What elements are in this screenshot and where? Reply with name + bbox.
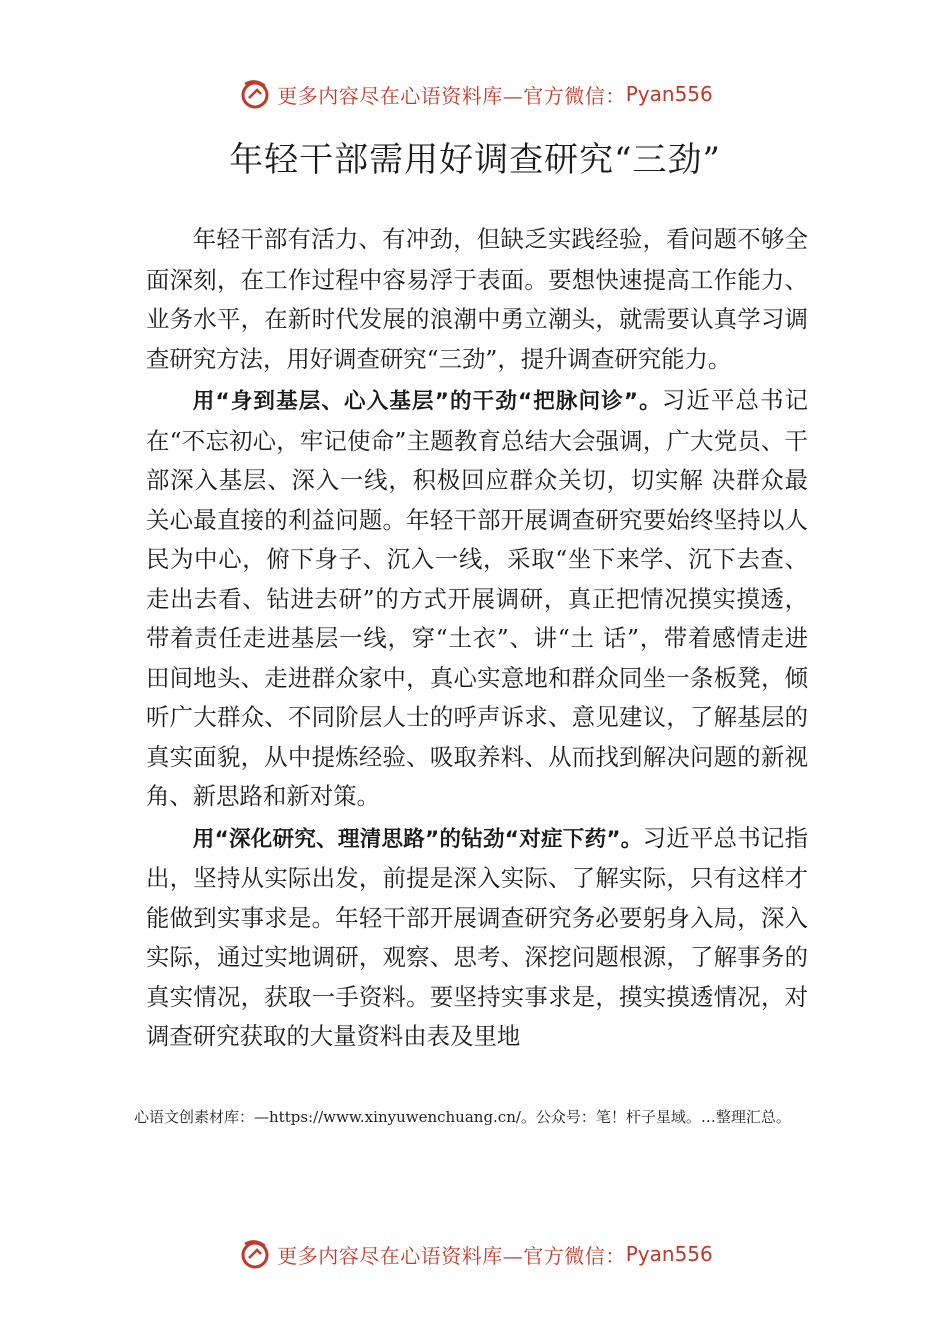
paragraph-text: 习近平总书记在“不忘初心，牢记使命”主题教育总结大会强调，广大党员、干部深入基层、深入一线，积极回应群众关切，切实解 决群众最关心最直接的利益问题。年轻干部开展调查研究要始终坚持以人民为中心，俯下身子、沉入一线，采取“坐下来学、沉下去查、走出去看、钻进去研”的方式开展调研，真正把情况摸实摸透，带着责任走进基层一线，穿“土衣”、讲“土 话”，带着感情走进田间地头、走进群众家中，真心实意地和群众同坐一条板凳，倾听广大群众、不同阶层人士的呼声诉求、意见建议，了解基层的真实面貌，从中提炼经验、吸取养料、从而找到解决问题的新视角、新思路和新对策。 [146, 386, 809, 810]
bottom-banner [0, 1232, 950, 1276]
banner-text: 更多内容尽在心语资料库—官方微信： [277, 1243, 626, 1268]
top-banner [0, 72, 950, 116]
paragraph-lead: 用“深化研究、理清思路”的钻劲“对症下药”。 [192, 826, 643, 852]
paragraph-lead: 用“身到基层、心入基层”的干劲“把脉问诊”。 [192, 389, 662, 414]
document-title: 年轻干部需用好调查研究“三劲” [229, 140, 721, 180]
paragraph-intro [146, 220, 808, 379]
paragraph-text: 年轻干部有活力、有冲劲，但缺乏实践经验，看问题不够全面深刻，在工作过程中容易浮于表面。要想快速提高工作能力、业务水平，在新时代发展的浪潮中勇立潮头，就需要认真学习调查研究方法，用好调查研究“三劲”，提升调查研究能力。 [146, 225, 808, 373]
banner-wechat-id: Pyan556 [625, 1242, 713, 1266]
paragraph-section-1 [146, 381, 808, 817]
banner-wechat-id: Pyan556 [625, 82, 713, 106]
document-body [146, 220, 808, 1059]
paragraph-text: 习近平总书记指出，坚持从实际出发，前提是深入实际、了解实际，只有这样才能做到实事求是。年轻干部开展调查研究务必要躬身入局，深入实际，通过实地调研，观察、思考、深挖问题根源，了解事务的真实情况，获取一手资料。要坚持实事求是，摸实摸透情况，对调查研究获取的大量资料由表及里地 [146, 823, 808, 1050]
brand-logo-icon [237, 76, 273, 112]
paragraph-section-2 [146, 819, 808, 1057]
brand-logo-icon [237, 1236, 273, 1272]
footer-source-note: 心语文创素材库：—https://www.xinyuwenchuang.cn/。公众号：笔！杆子星域。…整理汇总。 [134, 1108, 791, 1126]
banner-text: 更多内容尽在心语资料库—官方微信： [277, 83, 626, 108]
